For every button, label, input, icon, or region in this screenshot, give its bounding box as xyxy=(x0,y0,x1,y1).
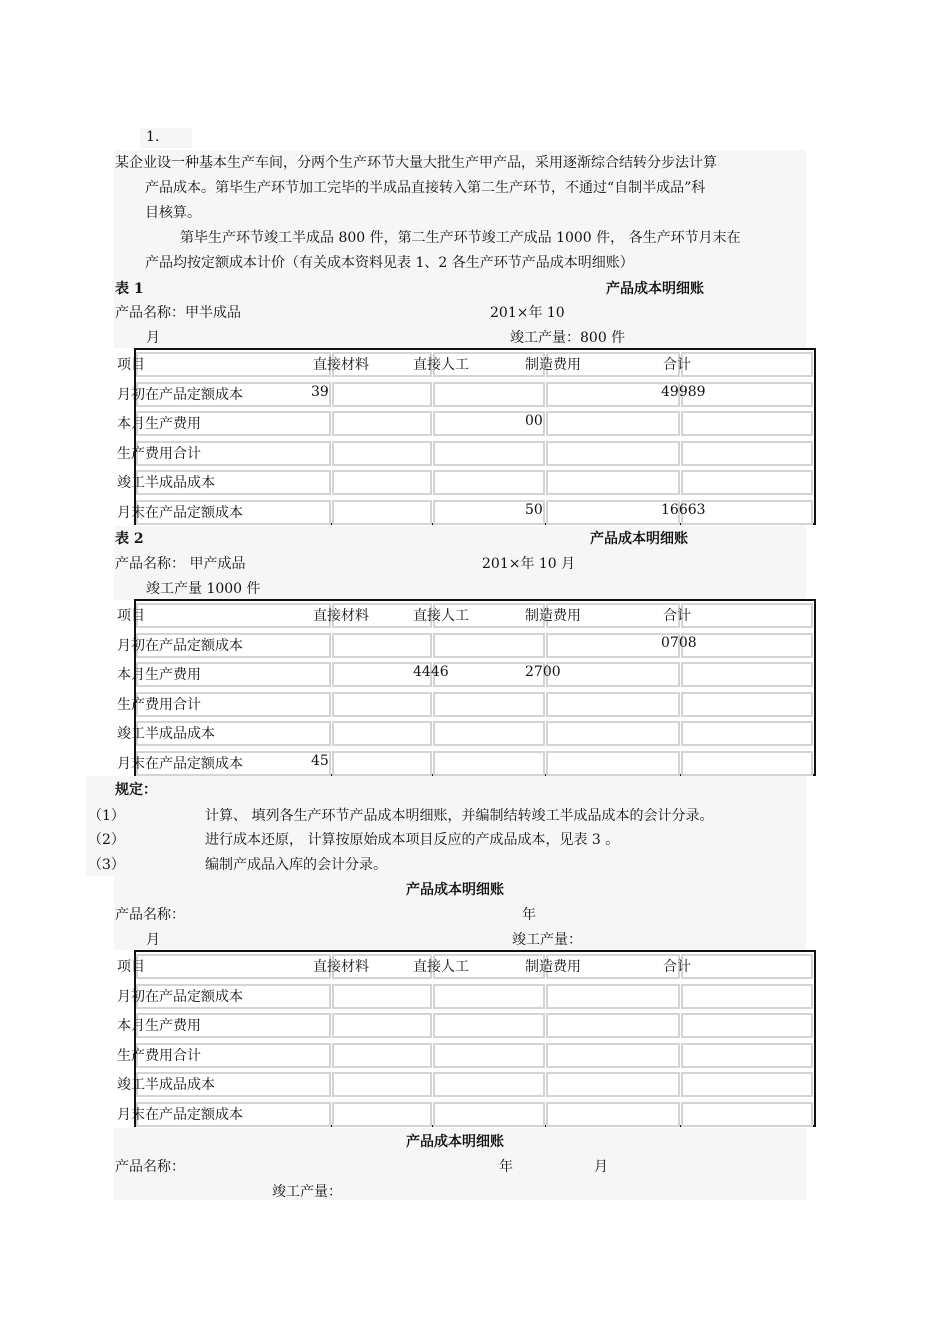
table4-month: 月 xyxy=(594,1159,608,1175)
table-cell xyxy=(332,441,432,466)
table2-label: 表 2 xyxy=(115,531,144,547)
table1-output: 竣工产量：800 件 xyxy=(510,330,626,346)
column-header: 直接人工 xyxy=(413,608,469,624)
table-cell xyxy=(681,411,813,436)
table-cell xyxy=(546,692,680,717)
table-cell xyxy=(332,1072,432,1097)
table-cell xyxy=(332,751,432,776)
table-cell xyxy=(433,984,545,1009)
table-cell xyxy=(332,721,432,746)
table-row xyxy=(117,1100,814,1129)
column-header: 直接人工 xyxy=(413,959,469,975)
cost-table-2 xyxy=(117,599,816,776)
table3-output: 竣工产量： xyxy=(512,932,582,948)
requirement-2-text: 进行成本还原， 计算按原始成本项目反应的产成品成本，见表 3 。 xyxy=(205,832,620,848)
row-label: 月初在产品定额成本 xyxy=(117,988,243,1005)
table-cell xyxy=(546,1102,680,1127)
table-cell xyxy=(332,1013,432,1038)
table-header-row xyxy=(117,601,814,630)
requirements-heading: 规定： xyxy=(115,782,157,798)
cost-table-3 xyxy=(117,950,816,1127)
table-value: 4446 xyxy=(413,664,449,680)
table-cell xyxy=(681,633,813,658)
table-cell xyxy=(433,1043,545,1068)
table-cell xyxy=(332,984,432,1009)
table3-product-name: 产品名称： xyxy=(115,907,185,923)
table-row xyxy=(117,749,814,778)
table4-output: 竣工产量： xyxy=(272,1184,342,1200)
table-value: 45 xyxy=(311,752,329,769)
column-header: 项目 xyxy=(117,608,145,624)
table-row xyxy=(117,409,814,438)
intro-line-3: 目核算。 xyxy=(145,205,201,221)
intro-line-4: 第毕生产环节竣工半成品 800 件，第二生产环节竣工产成品 1000 件， 各生产环节月末在 xyxy=(180,230,741,246)
table1-month: 月 xyxy=(146,330,160,346)
table-cell xyxy=(433,721,545,746)
row-label: 本月生产费用 xyxy=(117,1018,201,1034)
requirement-2-number: （2） xyxy=(88,832,125,848)
table-row xyxy=(117,1041,814,1070)
table2-title: 产品成本明细账 xyxy=(590,531,688,547)
table-cell xyxy=(332,633,432,658)
table4-title: 产品成本明细账 xyxy=(406,1134,504,1150)
table-cell xyxy=(681,662,813,687)
table-cell xyxy=(681,954,813,979)
table-row xyxy=(117,380,814,409)
table-cell xyxy=(546,662,680,687)
table-row xyxy=(117,498,814,527)
table-cell xyxy=(433,382,545,407)
table-cell xyxy=(332,1043,432,1068)
table-cell xyxy=(136,603,331,628)
row-label: 本月生产费用 xyxy=(117,667,201,683)
table3-title: 产品成本明细账 xyxy=(406,882,504,898)
table-cell xyxy=(546,984,680,1009)
table-value: 00 xyxy=(525,413,543,429)
requirement-3-number: （3） xyxy=(88,857,125,873)
table-header-row xyxy=(117,952,814,981)
table-cell xyxy=(433,633,545,658)
table-cell xyxy=(332,411,432,436)
table-cell xyxy=(681,721,813,746)
intro-line-2: 产品成本。第毕生产环节加工完毕的半成品直接转入第二生产环节，不通过“自制半成品”科 xyxy=(145,180,706,196)
table-cell xyxy=(681,692,813,717)
table-cell xyxy=(433,1013,545,1038)
row-label: 月末在产品定额成本 xyxy=(117,755,243,772)
table-cell xyxy=(433,692,545,717)
row-label: 竣工半成品成本 xyxy=(117,726,215,742)
table-cell xyxy=(433,751,545,776)
column-header: 制造费用 xyxy=(525,959,581,975)
table4-product-name: 产品名称： xyxy=(115,1159,185,1175)
table-cell xyxy=(136,954,331,979)
table2-date: 201×年 10 月 xyxy=(482,556,576,572)
table-cell xyxy=(681,984,813,1009)
table-cell xyxy=(681,470,813,495)
table3-month: 月 xyxy=(146,932,160,948)
table-cell xyxy=(332,692,432,717)
table1-date: 201×年 10 xyxy=(490,305,565,321)
column-header: 项目 xyxy=(117,959,145,975)
column-header: 直接材料 xyxy=(313,357,369,373)
row-label: 月末在产品定额成本 xyxy=(117,1106,243,1123)
row-label: 本月生产费用 xyxy=(117,416,201,432)
requirement-1-text: 计算、 填列各生产环节产品成本明细账，并编制结转竣工半成品成本的会计分录。 xyxy=(205,808,714,824)
table-value: 49989 xyxy=(661,383,706,400)
intro-line-5: 产品均按定额成本计价（有关成本资料见表 1、2 各生产环节产品成本明细账） xyxy=(145,255,634,271)
row-label: 竣工半成品成本 xyxy=(117,1077,215,1093)
row-label: 生产费用合计 xyxy=(117,696,201,713)
table-cell xyxy=(546,500,680,525)
table-header-row xyxy=(117,350,814,379)
row-label: 月末在产品定额成本 xyxy=(117,504,243,521)
requirement-1-number: （1） xyxy=(88,808,125,824)
table-cell xyxy=(332,470,432,495)
table2-output: 竣工产量 1000 件 xyxy=(146,581,261,597)
column-header: 制造费用 xyxy=(525,608,581,624)
column-header: 合计 xyxy=(663,959,691,975)
row-label: 生产费用合计 xyxy=(117,1047,201,1064)
table-value: 16663 xyxy=(661,501,706,518)
table-row xyxy=(117,690,814,719)
table-cell xyxy=(546,633,680,658)
table4-year: 年 xyxy=(499,1159,513,1175)
row-label: 竣工半成品成本 xyxy=(117,475,215,491)
requirement-3-text: 编制产成品入库的会计分录。 xyxy=(205,857,387,873)
table1-title: 产品成本明细账 xyxy=(606,281,704,297)
table3-year: 年 xyxy=(522,907,536,923)
table-cell xyxy=(681,1102,813,1127)
table-cell xyxy=(681,441,813,466)
table-cell xyxy=(433,1072,545,1097)
table-cell xyxy=(433,1102,545,1127)
table-row xyxy=(117,468,814,497)
table-row xyxy=(117,660,814,689)
table-row xyxy=(117,631,814,660)
table-cell xyxy=(546,1072,680,1097)
table-cell xyxy=(681,751,813,776)
table-cell xyxy=(681,1043,813,1068)
column-header: 直接材料 xyxy=(313,959,369,975)
column-header: 合计 xyxy=(663,608,691,624)
table-value: 50 xyxy=(525,501,543,518)
row-label: 月初在产品定额成本 xyxy=(117,637,243,654)
row-label: 月初在产品定额成本 xyxy=(117,386,243,403)
table1-product-name: 产品名称：甲半成品 xyxy=(115,305,241,321)
table-cell xyxy=(332,500,432,525)
table-row xyxy=(117,719,814,748)
column-header: 直接人工 xyxy=(413,357,469,373)
table1-label: 表 1 xyxy=(115,281,144,297)
table-cell xyxy=(136,352,331,377)
table-cell xyxy=(546,470,680,495)
item-number: 1. xyxy=(146,129,160,145)
table-cell xyxy=(433,470,545,495)
table-cell xyxy=(681,1072,813,1097)
table-cell xyxy=(332,1102,432,1127)
table-cell xyxy=(546,441,680,466)
table-row xyxy=(117,1011,814,1040)
table-value: 2700 xyxy=(525,664,561,680)
table-value: 0708 xyxy=(661,634,697,651)
table-row xyxy=(117,982,814,1011)
row-label: 生产费用合计 xyxy=(117,445,201,462)
table-cell xyxy=(681,352,813,377)
table2-product-name: 产品名称： 甲产成品 xyxy=(115,556,246,572)
cost-table-1 xyxy=(117,348,816,525)
intro-line-1: 某企业设一种基本生产车间，分两个生产环节大量大批生产甲产品，采用逐渐综合结转分步法计算 xyxy=(115,155,717,171)
table-row xyxy=(117,439,814,468)
column-header: 直接材料 xyxy=(313,608,369,624)
column-header: 制造费用 xyxy=(525,357,581,373)
column-header: 项目 xyxy=(117,357,145,373)
table-cell xyxy=(546,751,680,776)
table-cell xyxy=(546,411,680,436)
table-row xyxy=(117,1070,814,1099)
table-cell xyxy=(433,441,545,466)
table-cell xyxy=(546,1013,680,1038)
table-cell xyxy=(681,1013,813,1038)
table-cell xyxy=(546,1043,680,1068)
table-cell xyxy=(332,382,432,407)
table-cell xyxy=(681,603,813,628)
table-value: 39 xyxy=(311,383,329,400)
table-cell xyxy=(546,721,680,746)
table-cell xyxy=(546,382,680,407)
column-header: 合计 xyxy=(663,357,691,373)
